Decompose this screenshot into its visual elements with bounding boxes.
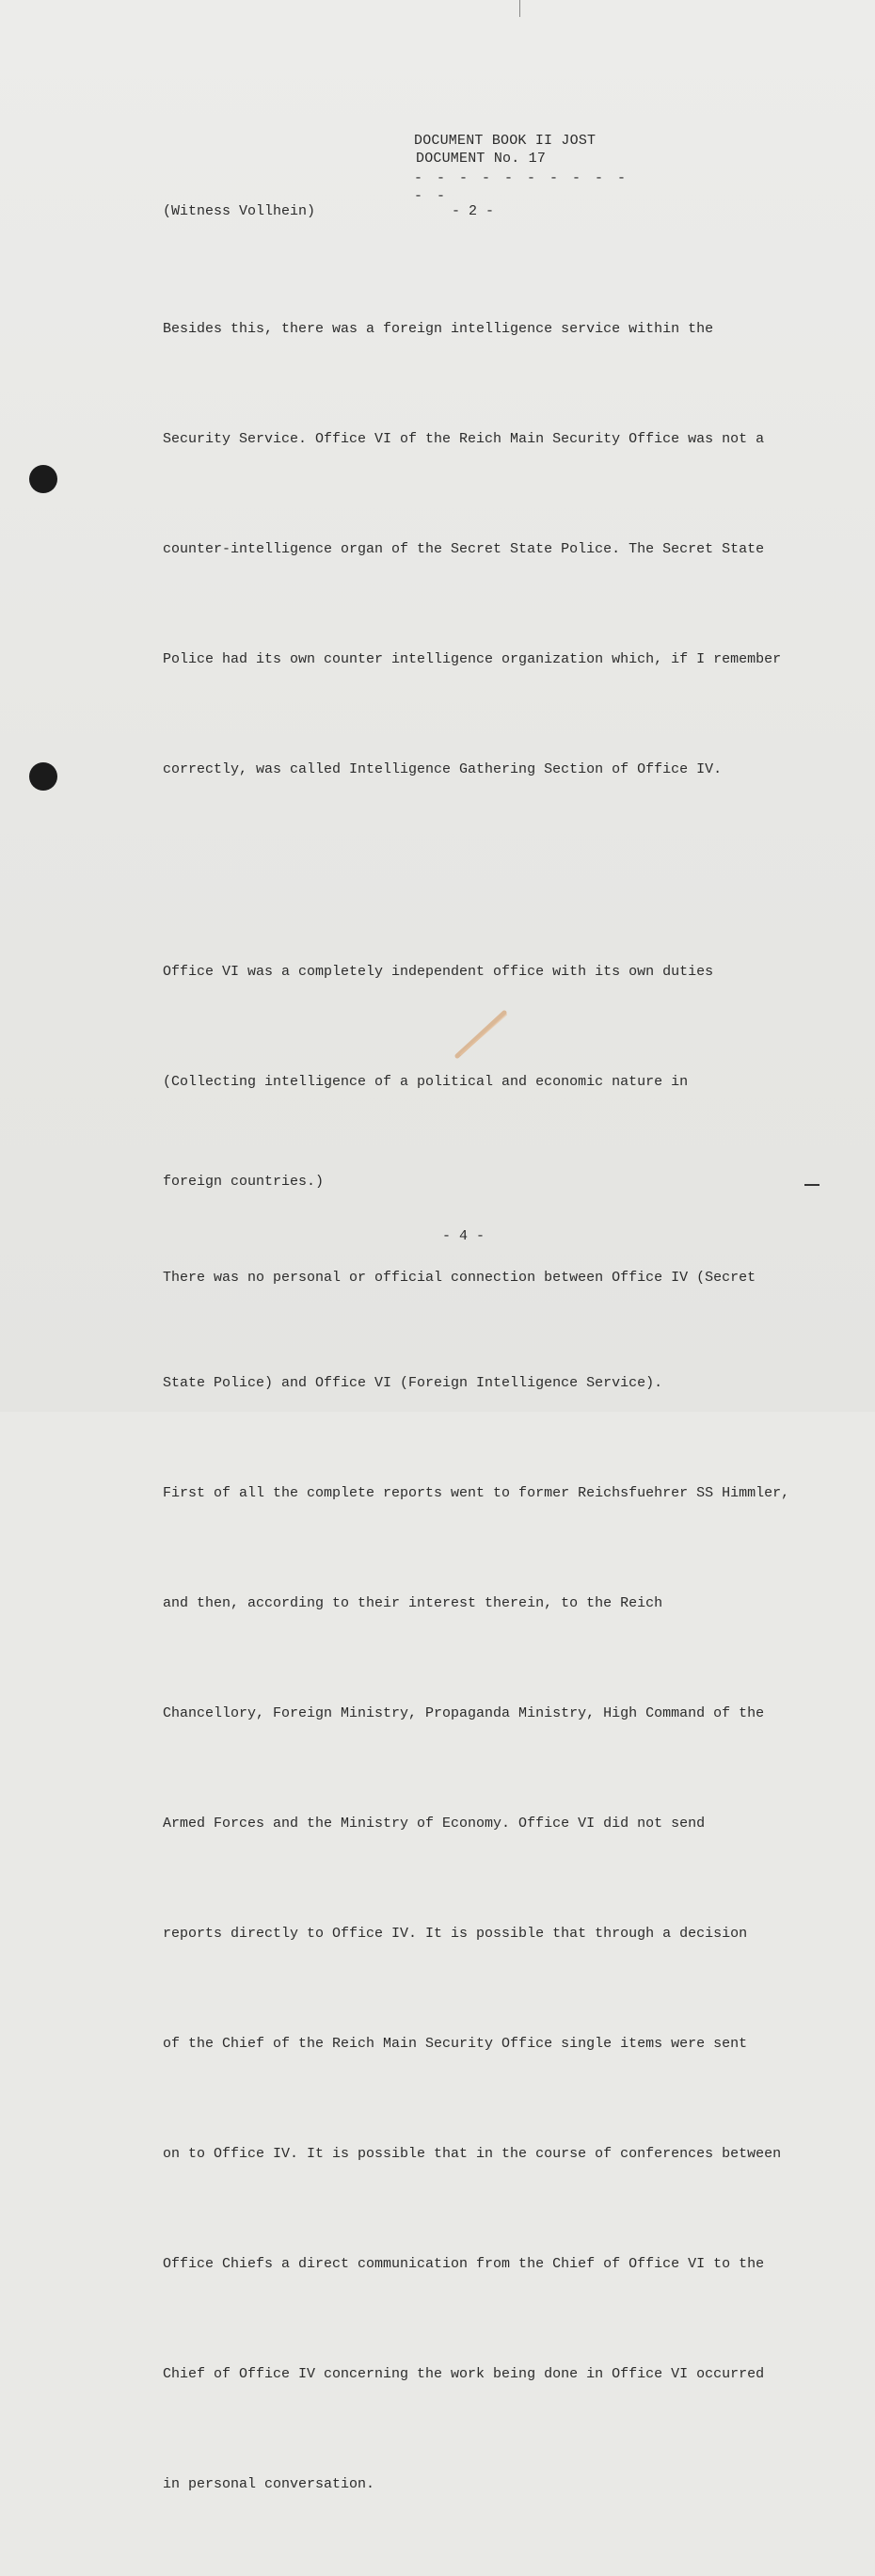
pencil-mark: [450, 1007, 516, 1064]
text-line: First of all the complete reports went to former Reichsfuehrer SS Himmler,: [163, 1485, 790, 1501]
text-line: Armed Forces and the Ministry of Economy. Office VI did not send: [163, 1816, 706, 1832]
text-line: in personal conversation.: [163, 2476, 375, 2492]
page-marker-top: - 2 -: [452, 203, 495, 219]
text-line: There was no personal or official connection between Office IV (Secret: [163, 1270, 756, 1286]
text-line: reports directly to Office IV. It is possible that through a decision: [163, 1926, 748, 1942]
text-line: Office VI was a completely independent office with its own duties: [163, 964, 714, 980]
punch-hole: [29, 762, 57, 791]
document-header: [414, 132, 640, 205]
witness-label: (Witness Vollhein): [163, 203, 316, 219]
text-line: of the Chief of the Reich Main Security Office single items were sent: [163, 2036, 748, 2052]
text-line: State Police) and Office VI (Foreign Intelligence Service).: [163, 1375, 663, 1391]
text-line: Security Service. Office VI of the Reich Main Security Office was not a: [163, 431, 765, 447]
text-line: on to Office IV. It is possible that in the course of conferences between: [163, 2146, 782, 2162]
paragraph-gap: [163, 861, 840, 880]
text-line: counter-intelligence organ of the Secret State Police. The Secret State: [163, 541, 765, 557]
text-line: Office Chiefs a direct communication from the Chief of Office VI to the: [163, 2256, 765, 2272]
text-line: Besides this, there was a foreign intelligence service within the: [163, 321, 714, 337]
body-text: [163, 237, 840, 2576]
margin-mark: [804, 1184, 819, 1186]
text-line: Chief of Office IV concerning the work being done in Office VI occurred: [163, 2366, 765, 2382]
page-marker-bottom: - 4 -: [442, 1228, 485, 1244]
text-line: foreign countries.): [163, 1174, 325, 1190]
top-edge-mark: [519, 0, 520, 17]
text-line: correctly, was called Intelligence Gathering Section of Office IV.: [163, 761, 723, 777]
text-line: Police had its own counter intelligence organization which, if I remember: [163, 651, 782, 667]
header-line-1: DOCUMENT BOOK II JOST: [414, 133, 597, 149]
header-dashes: - - - - - - - - - - - -: [414, 170, 629, 204]
text-line: (Collecting intelligence of a political and economic nature in: [163, 1074, 689, 1090]
punch-hole: [29, 465, 57, 493]
text-line: and then, according to their interest therein, to the Reich: [163, 1595, 663, 1611]
text-line: Chancellory, Foreign Ministry, Propaganda Ministry, High Command of the: [163, 1705, 765, 1721]
header-line-2: DOCUMENT No. 17: [416, 151, 547, 167]
